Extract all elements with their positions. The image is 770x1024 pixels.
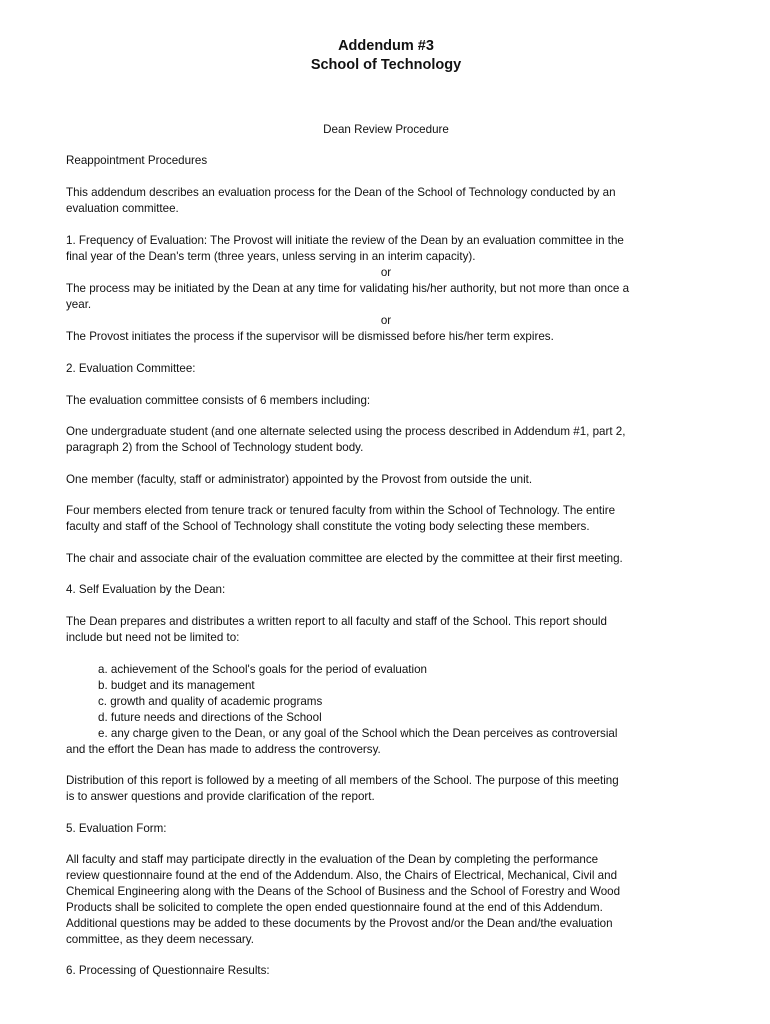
section-heading-evaluation-form: 5. Evaluation Form: [66,822,167,835]
document-title: Addendum #3 [338,38,434,54]
form-line: Products shall be solicited to complete the open ended questionnaire found at the end of this Addendum. [66,901,603,914]
list-item: c. growth and quality of academic programs [98,695,323,708]
form-line: committee, as they deem necessary. [66,933,254,946]
self-evaluation-line: The Dean prepares and distributes a written report to all faculty and staff of the School. This report should [66,615,607,628]
committee-intro: The evaluation committee consists of 6 members including: [66,394,371,407]
student-member-line: paragraph 2) from the School of Technology student body. [66,441,364,454]
section-heading-processing: 6. Processing of Questionnaire Results: [66,964,270,977]
frequency-line: 1. Frequency of Evaluation: The Provost will initiate the review of the Dean by an evaluation committee in the [66,234,624,247]
self-evaluation-line: include but need not be limited to: [66,631,240,644]
list-item: e. any charge given to the Dean, or any goal of the School which the Dean perceives as controversial [98,727,618,740]
section-heading-reappointment: Reappointment Procedures [66,154,208,167]
frequency-line: final year of the Dean's term (three years, unless serving in an interim capacity). [66,250,476,263]
distribution-line: Distribution of this report is followed by a meeting of all members of the School. The purpose of this meeting [66,774,619,787]
or-separator: or [380,314,392,327]
list-item: a. achievement of the School's goals for the period of evaluation [98,663,427,676]
form-line: Additional questions may be added to these documents by the Provost and/or the Dean and/the evaluation [66,917,613,930]
faculty-members-line: faculty and staff of the School of Technology shall constitute the voting body selecting these members. [66,520,590,533]
document-subtitle: School of Technology [310,57,462,73]
distribution-line: is to answer questions and provide clarification of the report. [66,790,375,803]
form-line: Chemical Engineering along with the Deans of the School of Business and the School of Forestry and Wood [66,885,621,898]
frequency-line: The Provost initiates the process if the supervisor will be dismissed before his/her term expires. [66,330,554,343]
list-item: b. budget and its management [98,679,255,692]
intro-line: evaluation committee. [66,202,179,215]
faculty-members-line: Four members elected from tenure track or tenured faculty from within the School of Technology. The entire [66,504,616,517]
chair-election: The chair and associate chair of the evaluation committee are elected by the committee at their first meeting. [66,552,623,565]
intro-line: This addendum describes an evaluation process for the Dean of the School of Technology conducted by an [66,186,616,199]
frequency-line: year. [66,298,92,311]
procedure-heading: Dean Review Procedure [323,123,449,136]
student-member-line: One undergraduate student (and one alternate selected using the process described in Addendum #1, part 2, [66,425,626,438]
frequency-line: The process may be initiated by the Dean at any time for validating his/her authority, but not more than once a [66,282,630,295]
outside-member: One member (faculty, staff or administrator) appointed by the Provost from outside the unit. [66,473,533,486]
list-item: d. future needs and directions of the School [98,711,322,724]
list-item-continuation: and the effort the Dean has made to address the controversy. [66,743,381,756]
section-heading-committee: 2. Evaluation Committee: [66,362,196,375]
form-line: review questionnaire found at the end of the Addendum. Also, the Chairs of Electrical, Mechanical, Civil and [66,869,618,882]
form-line: All faculty and staff may participate directly in the evaluation of the Dean by completing the performance [66,853,599,866]
section-heading-self-evaluation: 4. Self Evaluation by the Dean: [66,583,226,596]
or-separator: or [380,266,392,279]
